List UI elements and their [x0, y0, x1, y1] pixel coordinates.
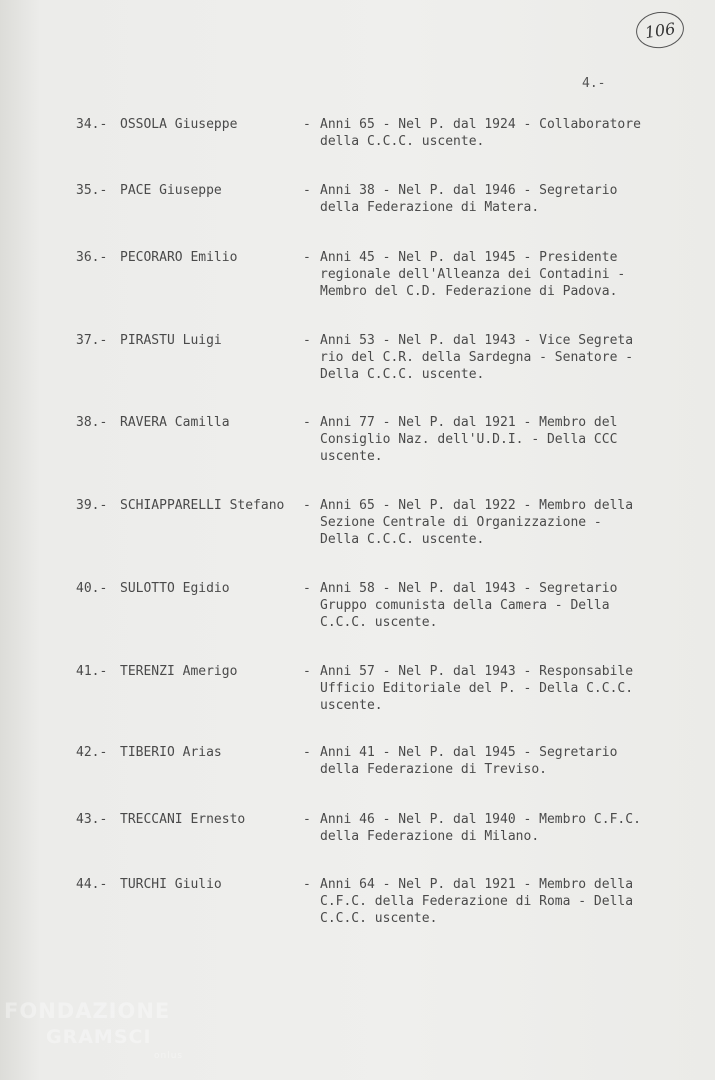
entry-name: PACE Giuseppe [120, 183, 222, 198]
handwritten-page-number: 106 [634, 9, 687, 51]
entry-description [320, 116, 690, 150]
entry-dash: - [303, 498, 311, 513]
watermark-line: onlus [154, 1051, 184, 1061]
description-line: Gruppo comunista della Camera - Della [320, 598, 610, 613]
entry-dash: - [303, 877, 311, 892]
entry-dash: - [303, 183, 311, 198]
entry-name: PIRASTU Luigi [120, 333, 222, 348]
entry-dash: - [303, 812, 311, 827]
entry-description [320, 663, 690, 714]
entry-number: 40.- [76, 581, 108, 596]
entry-dash: - [303, 745, 311, 760]
entry-number: 38.- [76, 415, 108, 430]
entry-number: 35.- [76, 183, 108, 198]
entry-description [320, 811, 690, 845]
entry-dash: - [303, 581, 311, 596]
entry-dash: - [303, 250, 311, 265]
entry-name: OSSOLA Giuseppe [120, 117, 238, 132]
description-line: della C.C.C. uscente. [320, 134, 485, 149]
entry-description [320, 497, 690, 548]
description-line: della Federazione di Matera. [320, 200, 540, 215]
description-line: regionale dell'Alleanza dei Contadini - [320, 267, 626, 282]
entry-name: SCHIAPPARELLI Stefano [120, 498, 285, 513]
description-line: Anni 38 - Nel P. dal 1946 - Segretario [320, 183, 618, 198]
description-line: uscente. [320, 449, 383, 464]
description-line: Ufficio Editoriale del P. - Della C.C.C. [320, 681, 634, 696]
watermark-line: FONDAZIONE [4, 999, 171, 1023]
entry-description [320, 876, 690, 927]
description-line: della Federazione di Treviso. [320, 762, 547, 777]
entry-number: 34.- [76, 117, 108, 132]
entry-description [320, 414, 690, 465]
fondazione-gramsci-watermark [4, 998, 183, 1062]
entry-name: TRECCANI Ernesto [120, 812, 246, 827]
description-line: Anni 41 - Nel P. dal 1945 - Segretario [320, 745, 618, 760]
description-line: Anni 64 - Nel P. dal 1921 - Membro della [320, 877, 634, 892]
entry-number: 36.- [76, 250, 108, 265]
description-line: Anni 77 - Nel P. dal 1921 - Membro del [320, 415, 618, 430]
description-line: Anni 57 - Nel P. dal 1943 - Responsabile [320, 664, 634, 679]
description-line: uscente. [320, 698, 383, 713]
entry-name: PECORARO Emilio [120, 250, 238, 265]
entry-name: TURCHI Giulio [120, 877, 222, 892]
entry-description [320, 249, 690, 300]
entry-dash: - [303, 117, 311, 132]
description-line: Anni 65 - Nel P. dal 1922 - Membro della [320, 498, 634, 513]
entry-dash: - [303, 333, 311, 348]
entry-description [320, 580, 690, 631]
description-line: Anni 58 - Nel P. dal 1943 - Segretario [320, 581, 618, 596]
entry-name: RAVERA Camilla [120, 415, 230, 430]
entry-number: 37.- [76, 333, 108, 348]
page-number: 4.- [582, 76, 606, 91]
entry-dash: - [303, 415, 311, 430]
description-line: Sezione Centrale di Organizzazione - [320, 515, 602, 530]
description-line: Consiglio Naz. dell'U.D.I. - Della CCC [320, 432, 618, 447]
entry-number: 42.- [76, 745, 108, 760]
entry-number: 39.- [76, 498, 108, 513]
description-line: Della C.C.C. uscente. [320, 532, 485, 547]
description-line: della Federazione di Milano. [320, 829, 540, 844]
description-line: Anni 45 - Nel P. dal 1945 - Presidente [320, 250, 618, 265]
description-line: Anni 65 - Nel P. dal 1924 - Collaboratore [320, 117, 641, 132]
description-line: C.C.C. uscente. [320, 911, 438, 926]
entry-dash: - [303, 664, 311, 679]
entry-name: TIBERIO Arias [120, 745, 222, 760]
description-line: Membro del C.D. Federazione di Padova. [320, 284, 618, 299]
watermark-line: GRAMSCI [46, 1026, 152, 1048]
entry-number: 43.- [76, 812, 108, 827]
description-line: Della C.C.C. uscente. [320, 367, 485, 382]
entry-name: SULOTTO Egidio [120, 581, 230, 596]
entry-number: 44.- [76, 877, 108, 892]
description-line: Anni 53 - Nel P. dal 1943 - Vice Segreta [320, 333, 634, 348]
description-line: C.F.C. della Federazione di Roma - Della [320, 894, 634, 909]
entry-number: 41.- [76, 664, 108, 679]
description-line: C.C.C. uscente. [320, 615, 438, 630]
entry-description [320, 182, 690, 216]
description-line: rio del C.R. della Sardegna - Senatore - [320, 350, 634, 365]
description-line: Anni 46 - Nel P. dal 1940 - Membro C.F.C. [320, 812, 641, 827]
entry-description [320, 332, 690, 383]
entry-name: TERENZI Amerigo [120, 664, 238, 679]
entry-description [320, 744, 690, 778]
